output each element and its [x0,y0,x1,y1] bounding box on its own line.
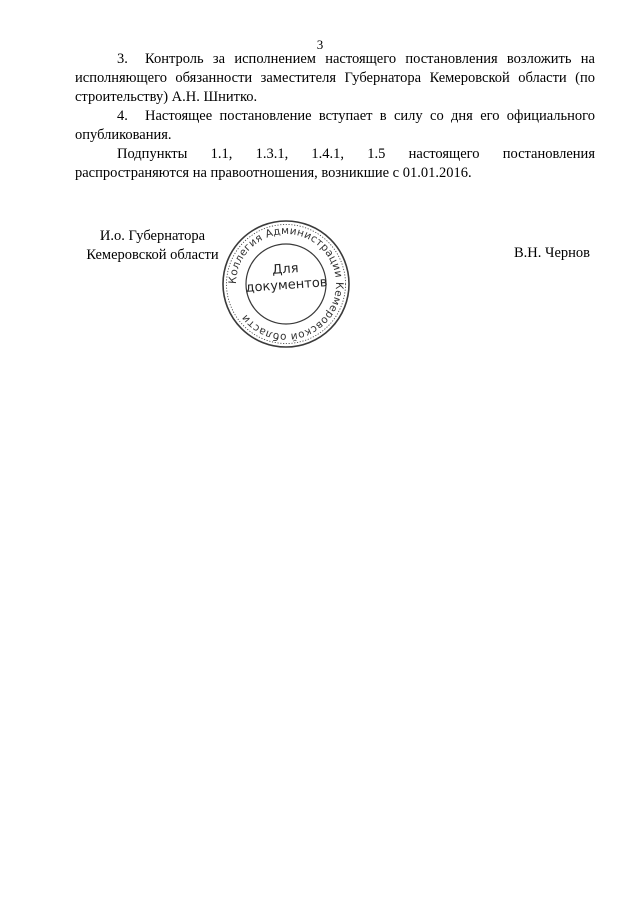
paragraph-4 [75,107,595,145]
page-number: 3 [316,37,324,52]
official-seal [220,218,352,350]
signatory-title-line2: Кемеровской области [86,247,219,263]
document-body [75,50,595,183]
signatory-name: В.Н. Чернов [514,245,590,261]
signatory-title [80,227,225,265]
seal-center-line2: документов [245,275,328,296]
paragraph-text: Подпункты 1.1, 1.3.1, 1.4.1, 1.5 настоящего постановления распространяются на правоотношения, возникшие с 01.01.2016. [75,146,595,181]
paragraph-3 [75,50,595,107]
signatory-title-line1: И.о. Губернатора [99,228,206,244]
paragraph-number: 4. [117,108,128,124]
seal-ring-text: Коллегия Администрации Кемеровской области [226,224,346,344]
seal-center-line1: Для [271,261,300,278]
paragraph-text: Контроль за исполнением настоящего постановления возложить на исполняющего обязанности заместителя Губернатора Кемеровской области (по строительству) А.Н. Шнитко. [75,51,595,105]
paragraph-text: Настоящее постановление вступает в силу со дня его официального опубликования. [75,108,595,143]
paragraph-subpoints [75,145,595,183]
paragraph-number: 3. [117,51,128,67]
